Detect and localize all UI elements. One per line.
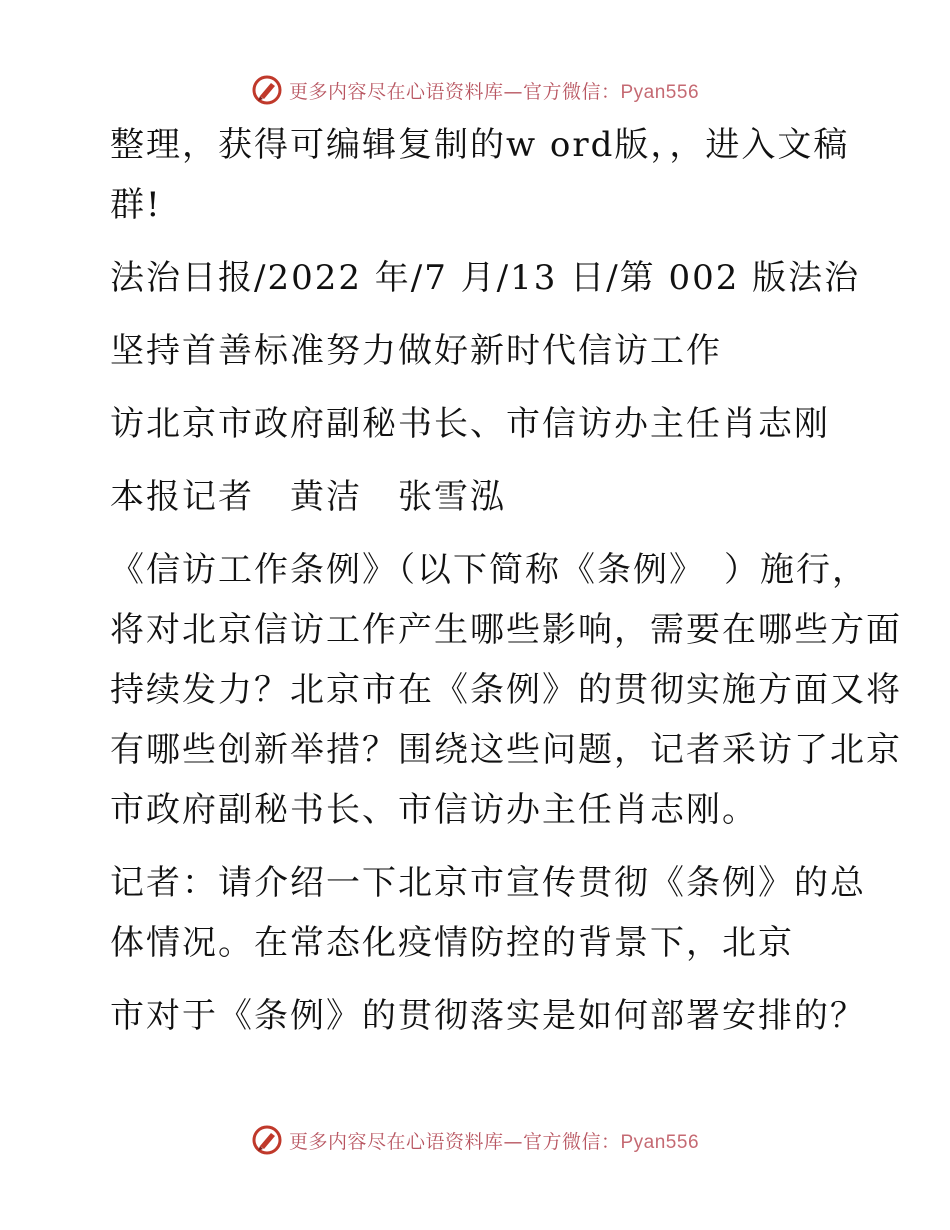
paragraph-intro <box>98 115 858 235</box>
header-watermark <box>251 74 699 106</box>
footer-watermark-banner <box>0 1120 950 1160</box>
text-line: 群! <box>110 185 162 225</box>
paragraph-question-cont <box>98 986 866 1046</box>
paragraph-question <box>98 853 866 973</box>
header-watermark-text: 更多内容尽在心语资料库—官方微信：Pyan556 <box>288 80 700 103</box>
text-line: 市政府副秘书长、市信访办主任肖志刚。 <box>110 790 758 830</box>
text-line: 整理，获得可编辑复制的w ord版，，进入文稿 <box>110 125 850 165</box>
article-subtitle <box>98 394 858 454</box>
pen-logo-icon <box>251 74 283 106</box>
text-line: 记者：请介绍一下北京市宣传贯彻《条例》的总 <box>110 863 866 903</box>
footer-watermark <box>251 1124 699 1156</box>
text-line: 体情况。在常态化疫情防控的背景下，北京 <box>110 923 794 963</box>
paragraph-lead <box>98 540 902 840</box>
text-line: 《信访工作条例》（以下简称《条例》 ）施行， <box>110 550 868 590</box>
paragraph-source <box>98 248 861 308</box>
header-watermark-banner <box>0 70 950 110</box>
pen-logo-icon <box>251 1124 283 1156</box>
text-line: 将对北京信访工作产生哪些影响，需要在哪些方面 <box>110 610 902 650</box>
text-line: 持续发力？北京市在《条例》的贯彻实施方面又将 <box>110 670 902 710</box>
text-line: 本报记者 黄洁 张雪泓 <box>110 477 506 517</box>
text-line: 有哪些创新举措？围绕这些问题，记者采访了北京 <box>110 730 902 770</box>
text-line: 法治日报/2022 年/7 月/13 日/第 002 版法治 <box>110 258 861 298</box>
document-body <box>98 115 902 1059</box>
article-byline <box>98 467 858 527</box>
text-line: 访北京市政府副秘书长、市信访办主任肖志刚 <box>110 404 830 444</box>
article-title <box>98 321 858 381</box>
text-line: 坚持首善标准努力做好新时代信访工作 <box>110 331 722 371</box>
text-line: 市对于《条例》的贯彻落实是如何部署安排的？ <box>110 996 866 1036</box>
footer-watermark-text: 更多内容尽在心语资料库—官方微信：Pyan556 <box>288 1130 700 1153</box>
